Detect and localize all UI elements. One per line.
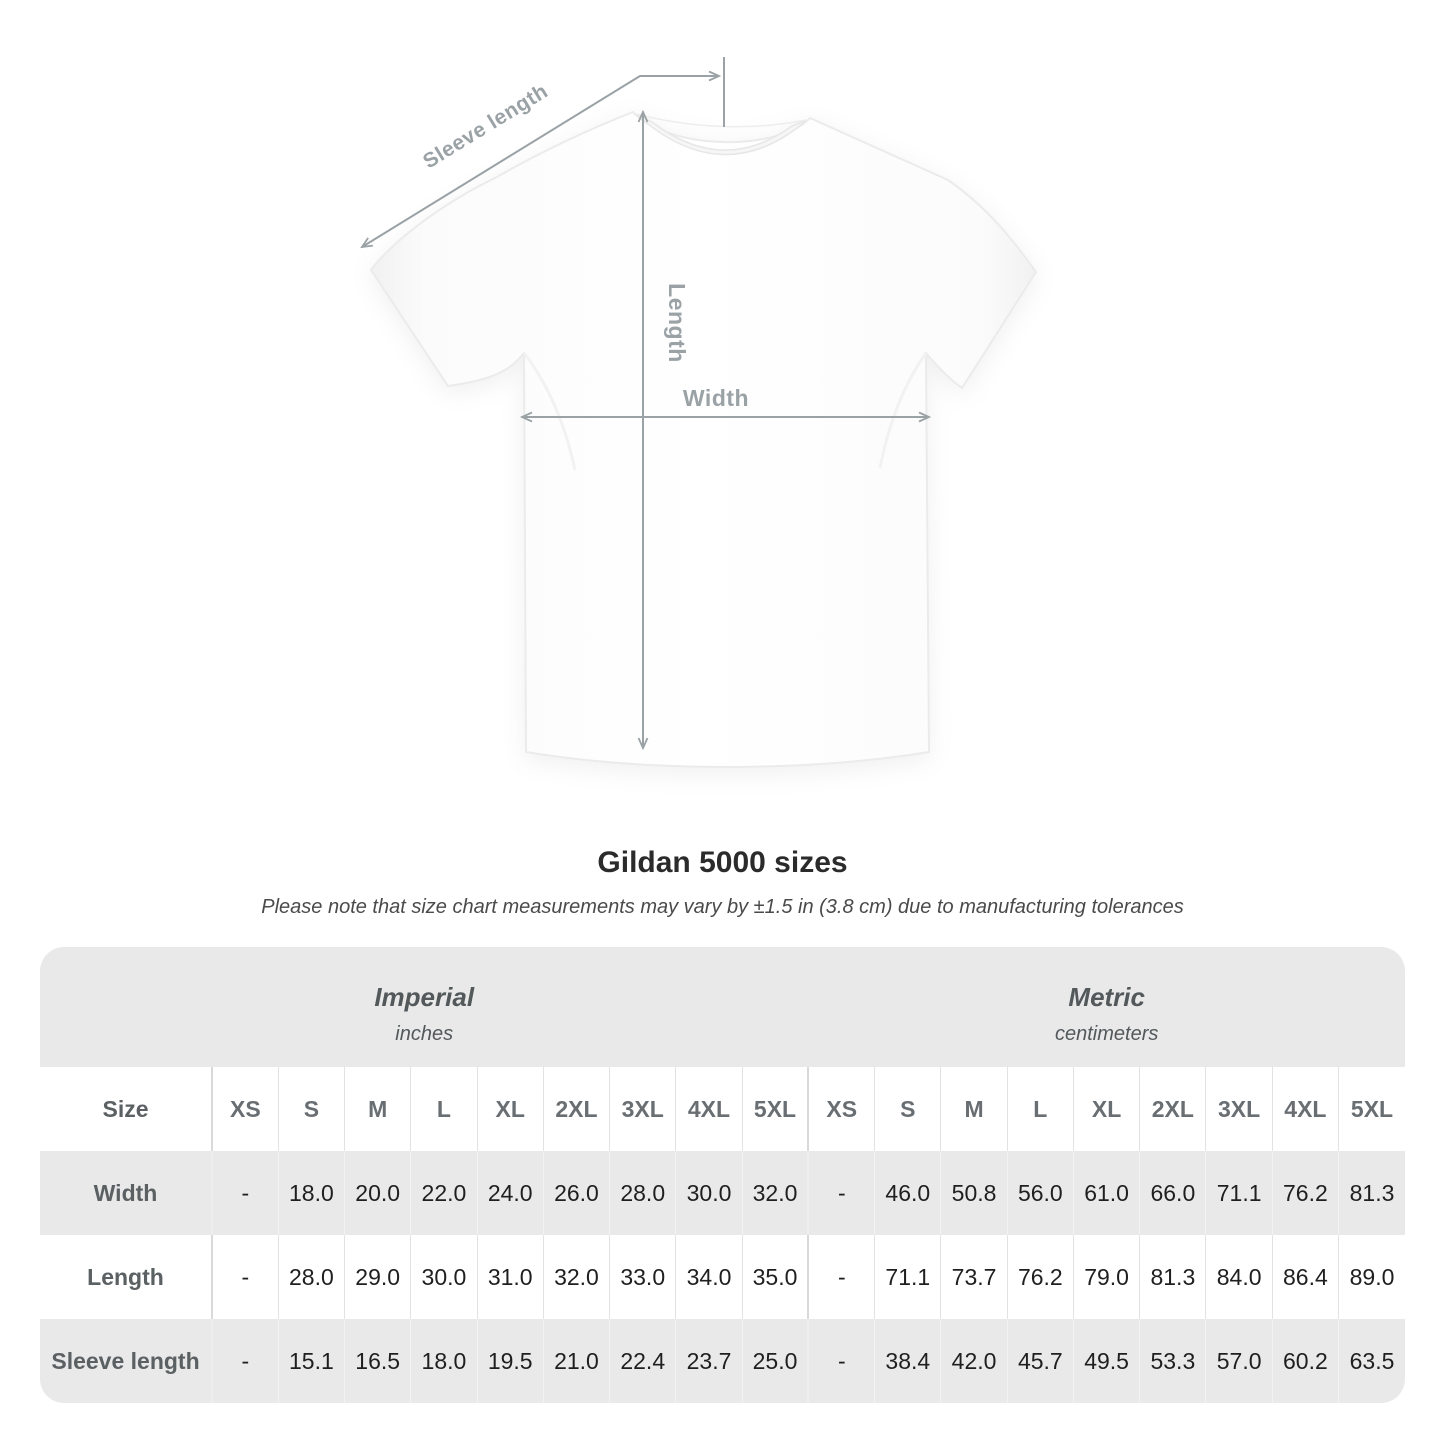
metric-label: Metric	[1068, 982, 1145, 1012]
size-col-imperial-m: M	[345, 1067, 411, 1151]
size-col-imperial-3xl: 3XL	[610, 1067, 676, 1151]
size-col-metric-xs: XS	[808, 1067, 874, 1151]
table-cell: 20.0	[345, 1151, 411, 1235]
table-cell: -	[808, 1235, 874, 1319]
table-cell: 34.0	[676, 1235, 742, 1319]
size-col-imperial-s: S	[278, 1067, 344, 1151]
table-cell: 32.0	[742, 1151, 808, 1235]
table-cell: 30.0	[411, 1235, 477, 1319]
size-col-imperial-4xl: 4XL	[676, 1067, 742, 1151]
table-cell: 35.0	[742, 1235, 808, 1319]
size-col-metric-l: L	[1007, 1067, 1073, 1151]
table-cell: 22.0	[411, 1151, 477, 1235]
table-cell: 33.0	[610, 1235, 676, 1319]
table-cell: 79.0	[1073, 1235, 1139, 1319]
table-cell: 32.0	[543, 1235, 609, 1319]
imperial-unit-label: inches	[395, 1023, 454, 1045]
table-cell: 23.7	[676, 1319, 742, 1403]
table-cell: 30.0	[676, 1151, 742, 1235]
size-col-metric-3xl: 3XL	[1206, 1067, 1272, 1151]
table-cell: 60.2	[1272, 1319, 1338, 1403]
table-cell: 81.3	[1339, 1151, 1405, 1235]
table-cell: -	[808, 1151, 874, 1235]
table-cell: 22.4	[610, 1319, 676, 1403]
table-cell: 28.0	[610, 1151, 676, 1235]
imperial-banner	[40, 947, 808, 1067]
table-cell: 50.8	[941, 1151, 1007, 1235]
size-col-imperial-xs: XS	[212, 1067, 278, 1151]
table-cell: 81.3	[1140, 1235, 1206, 1319]
table-cell: 66.0	[1140, 1151, 1206, 1235]
size-header-row	[40, 1067, 1405, 1151]
table-cell: -	[212, 1319, 278, 1403]
size-col-imperial-5xl: 5XL	[742, 1067, 808, 1151]
row-label-width: Width	[93, 1179, 158, 1206]
table-cell: 63.5	[1339, 1319, 1405, 1403]
size-col-imperial-xl: XL	[477, 1067, 543, 1151]
table-cell: 76.2	[1007, 1235, 1073, 1319]
imperial-label: Imperial	[374, 982, 475, 1012]
size-col-metric-s: S	[875, 1067, 941, 1151]
size-col-metric-xl: XL	[1073, 1067, 1139, 1151]
table-cell: 25.0	[742, 1319, 808, 1403]
size-col-metric-2xl: 2XL	[1140, 1067, 1206, 1151]
tolerance-note: Please note that size chart measurements may vary by ±1.5 in (3.8 cm) due to manufacturing tolerances	[261, 896, 1184, 918]
table-cell: 28.0	[278, 1235, 344, 1319]
table-cell: 84.0	[1206, 1235, 1272, 1319]
table-cell: 49.5	[1073, 1319, 1139, 1403]
table-row-sleeve-length	[40, 1319, 1405, 1403]
table-cell: 86.4	[1272, 1235, 1338, 1319]
size-col-metric-5xl: 5XL	[1339, 1067, 1405, 1151]
size-col-imperial-2xl: 2XL	[543, 1067, 609, 1151]
table-cell: 76.2	[1272, 1151, 1338, 1235]
table-cell: 19.5	[477, 1319, 543, 1403]
table-cell: -	[808, 1319, 874, 1403]
table-cell: 46.0	[875, 1151, 941, 1235]
table-cell: 56.0	[1007, 1151, 1073, 1235]
size-col-metric-m: M	[941, 1067, 1007, 1151]
table-cell: 53.3	[1140, 1319, 1206, 1403]
table-row-length	[40, 1235, 1405, 1319]
page-title: Gildan 5000 sizes	[597, 846, 848, 879]
metric-unit-label: centimeters	[1055, 1023, 1159, 1045]
size-column-header: Size	[102, 1095, 149, 1122]
table-cell: 31.0	[477, 1235, 543, 1319]
sleeve-length-label: Sleeve length	[419, 79, 553, 174]
table-cell: 15.1	[278, 1319, 344, 1403]
metric-banner	[808, 947, 1405, 1067]
table-cell: 71.1	[1206, 1151, 1272, 1235]
width-label: Width	[682, 385, 750, 411]
table-cell: 26.0	[543, 1151, 609, 1235]
table-cell: 38.4	[875, 1319, 941, 1403]
table-cell: 57.0	[1206, 1319, 1272, 1403]
row-label-length: Length	[87, 1263, 164, 1290]
table-cell: 18.0	[278, 1151, 344, 1235]
table-cell: 89.0	[1339, 1235, 1405, 1319]
size-col-imperial-l: L	[411, 1067, 477, 1151]
table-cell: 61.0	[1073, 1151, 1139, 1235]
row-label-sleeve-length: Sleeve length	[51, 1347, 200, 1374]
table-cell: 24.0	[477, 1151, 543, 1235]
table-cell: 16.5	[345, 1319, 411, 1403]
unit-system-banner-row	[40, 947, 1405, 1067]
size-col-metric-4xl: 4XL	[1272, 1067, 1338, 1151]
table-cell: 71.1	[875, 1235, 941, 1319]
table-cell: -	[212, 1235, 278, 1319]
table-row-width	[40, 1151, 1405, 1235]
tshirt-graphic	[371, 112, 1036, 767]
table-cell: 29.0	[345, 1235, 411, 1319]
table-cell: -	[212, 1151, 278, 1235]
table-cell: 18.0	[411, 1319, 477, 1403]
length-label: Length	[664, 283, 690, 363]
size-chart-table	[40, 947, 1405, 1403]
table-cell: 21.0	[543, 1319, 609, 1403]
table-cell: 45.7	[1007, 1319, 1073, 1403]
table-cell: 42.0	[941, 1319, 1007, 1403]
table-cell: 73.7	[941, 1235, 1007, 1319]
